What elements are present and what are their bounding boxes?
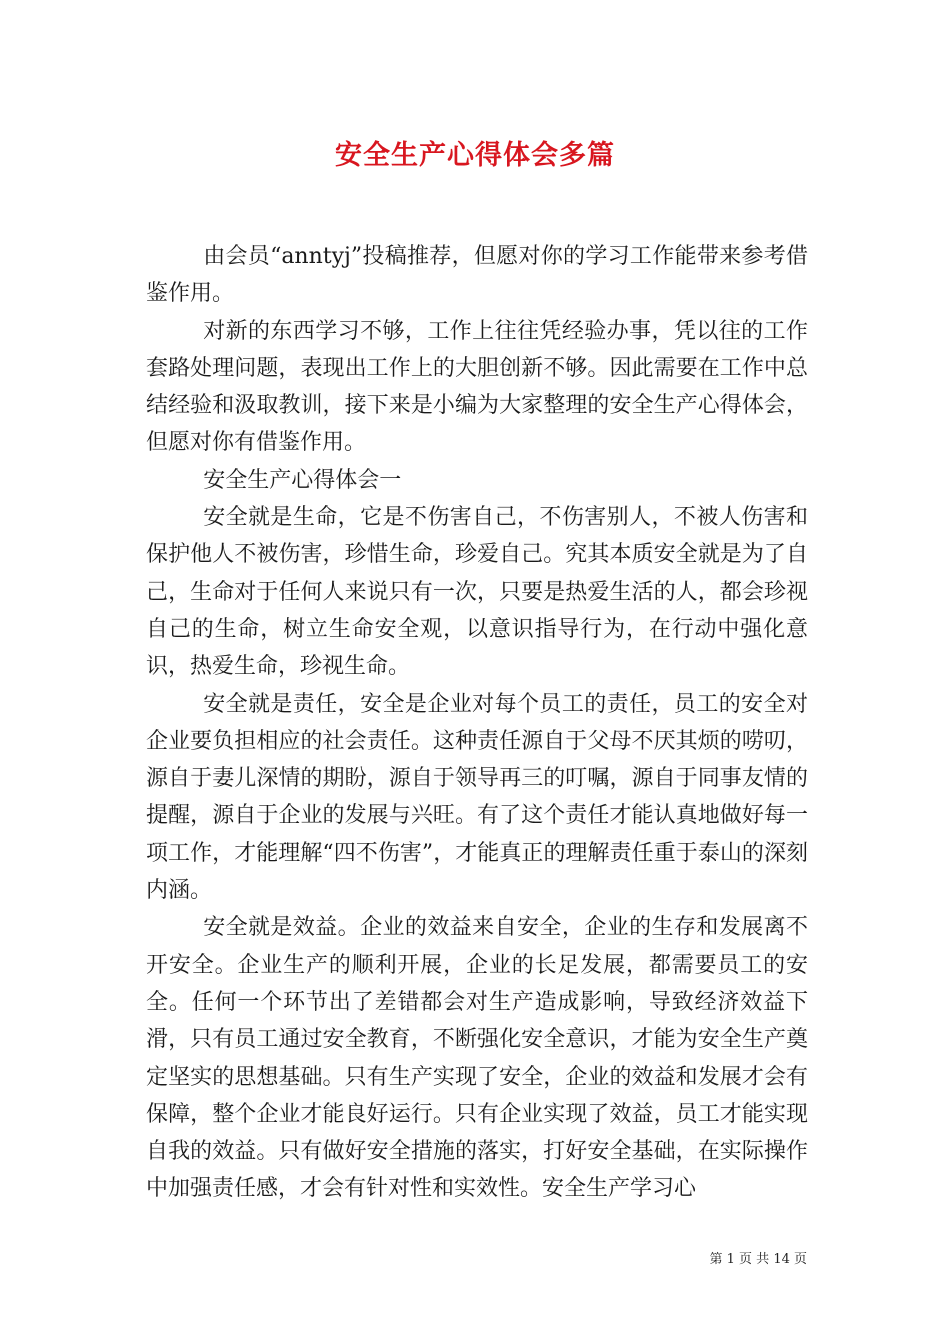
page-number-indicator: 第 1 页 共 14 页 xyxy=(709,1252,807,1267)
safety-is-benefit-paragraph: 安全就是效益。企业的效益来自安全，企业的生存和发展离不开安全。企业生产的顺利开展，企业的长足发展，都需要员工的安全。任何一个环节出了差错都会对生产造成影响，导致经济效益下滑，只有员工通过安全教育，不断强化安全意识，才能为安全生产奠定坚实的思想基础。只有生产实现了安全，企业的效益和发展才会有保障，整个企业才能良好运行。只有企业实现了效益，员工才能实现自我的效益。只有做好安全措施的落实，打好安全基础，在实际操作中加强责任感，才会有针对性和实效性。安全生产学习心 xyxy=(146,915,808,1202)
safety-is-life-paragraph: 安全就是生命，它是不伤害自己，不伤害别人，不被人伤害和保护他人不被伤害，珍惜生命，珍爱自己。究其本质安全就是为了自己，生命对于任何人来说只有一次，只要是热爱生活的人，都会珍视自己的生命，树立生命安全观，以意识指导行为，在行动中强化意识，热爱生命，珍视生命。 xyxy=(146,505,808,680)
document-body xyxy=(146,238,808,1208)
intro-paragraph: 由会员“anntyj”投稿推荐，但愿对你的学习工作能带来参考借鉴作用。 xyxy=(146,244,808,307)
preface-paragraph: 对新的东西学习不够，工作上往往凭经验办事，凭以往的工作套路处理问题，表现出工作上的大胆创新不够。因此需要在工作中总结经验和汲取教训，接下来是小编为大家整理的安全生产心得体会，但愿对你有借鉴作用。 xyxy=(146,318,808,456)
document-title: 安全生产心得体会多篇 xyxy=(335,140,615,171)
safety-is-responsibility-paragraph: 安全就是责任，安全是企业对每个员工的责任，员工的安全对企业要负担相应的社会责任。这种责任源自于父母不厌其烦的唠叨，源自于妻儿深情的期盼，源自于领导再三的叮嘱，源自于同事友情的提醒，源自于企业的发展与兴旺。有了这个责任才能认真地做好每一项工作，才能理解“四不伤害”，才能真正的理解责任重于泰山的深刻内涵。 xyxy=(146,691,808,904)
section-heading: 安全生产心得体会一 xyxy=(203,467,402,493)
